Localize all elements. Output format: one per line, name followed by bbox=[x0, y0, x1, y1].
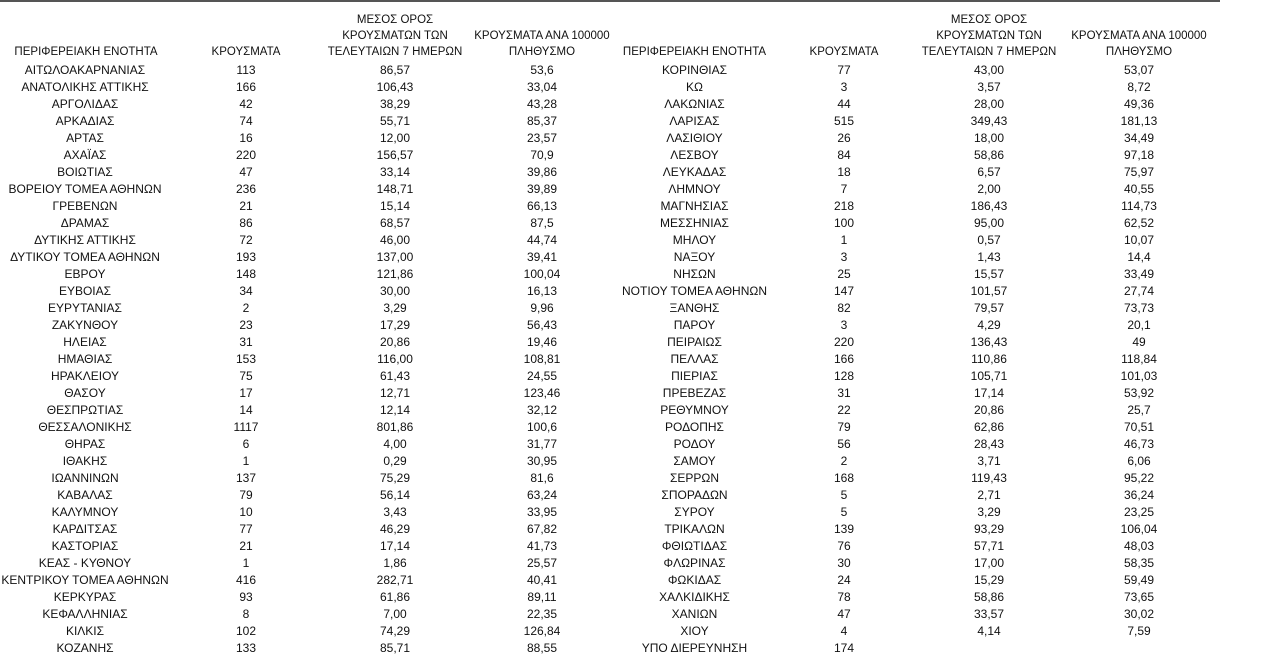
cases-cell: 18 bbox=[837, 165, 851, 179]
region-cell: ΑΧΑΪΑΣ bbox=[63, 148, 107, 162]
region-cell: ΕΥΡΥΤΑΝΙΑΣ bbox=[48, 301, 122, 315]
avg7-cell: 3,43 bbox=[383, 505, 407, 519]
cases-cell: 153 bbox=[235, 352, 257, 366]
per100k-cell: 25,7 bbox=[1127, 403, 1151, 417]
region-cell: ΘΑΣΟΥ bbox=[64, 386, 106, 400]
avg7-cell: 85,71 bbox=[379, 641, 411, 655]
cases-cell: 3 bbox=[840, 80, 848, 94]
avg7-cell: 0,57 bbox=[977, 233, 1001, 247]
cases-cell: 174 bbox=[833, 641, 855, 655]
cases-cell: 25 bbox=[837, 267, 851, 281]
avg7-cell: 137,00 bbox=[376, 250, 414, 264]
per100k-cell: 48,03 bbox=[1123, 539, 1155, 553]
per100k-cell: 67,82 bbox=[526, 522, 558, 536]
per100k-cell: 114,73 bbox=[1121, 199, 1157, 213]
cases-cell: 1117 bbox=[233, 420, 259, 434]
region-cell: ΤΡΙΚΑΛΩΝ bbox=[664, 522, 725, 536]
per100k-cell: 53,92 bbox=[1123, 386, 1155, 400]
avg7-cell: 79,57 bbox=[973, 301, 1005, 315]
avg7-cell: 4,00 bbox=[383, 437, 407, 451]
per100k-cell: 44,74 bbox=[526, 233, 558, 247]
avg7-cell: 17,29 bbox=[379, 318, 411, 332]
avg7-cell: 116,00 bbox=[377, 352, 413, 366]
region-cell: ΣΑΜΟΥ bbox=[673, 454, 716, 468]
avg7-cell: 55,71 bbox=[379, 114, 411, 128]
cases-cell: 79 bbox=[837, 420, 851, 434]
cases-cell: 218 bbox=[833, 199, 855, 213]
avg7-cell: 17,00 bbox=[973, 556, 1005, 570]
avg7-cell: 3,71 bbox=[977, 454, 1001, 468]
region-cell: ΔΡΑΜΑΣ bbox=[60, 216, 110, 230]
region-cell: ΧΑΝΙΩΝ bbox=[671, 607, 718, 621]
per100k-cell: 66,13 bbox=[526, 199, 558, 213]
header-avg7-line2: ΚΡΟΥΣΜΑΤΩΝ ΤΩΝ bbox=[342, 30, 448, 42]
per100k-cell: 33,95 bbox=[526, 505, 558, 519]
cases-cell: 93 bbox=[239, 590, 253, 604]
per100k-cell: 25,57 bbox=[526, 556, 558, 570]
cases-cell: 168 bbox=[833, 471, 855, 485]
region-cell: ΑΡΚΑΔΙΑΣ bbox=[55, 114, 115, 128]
per100k-cell: 24,55 bbox=[526, 369, 558, 383]
region-cell: ΚΑΣΤΟΡΙΑΣ bbox=[51, 539, 119, 553]
region-cell: ΛΑΣΙΘΙΟΥ bbox=[666, 131, 723, 145]
cases-cell: 14 bbox=[239, 403, 253, 417]
avg7-cell: 2,71 bbox=[977, 488, 1001, 502]
per100k-cell: 14,4 bbox=[1127, 250, 1151, 264]
per100k-cell: 39,89 bbox=[526, 182, 558, 196]
cases-cell: 21 bbox=[239, 539, 253, 553]
avg7-cell: 3,29 bbox=[383, 301, 407, 315]
avg7-cell: 136,43 bbox=[970, 335, 1008, 349]
header-avg7-line1: ΜΕΣΟΣ ΟΡΟΣ bbox=[950, 14, 1028, 26]
per100k-cell: 9,96 bbox=[530, 301, 554, 315]
avg7-cell: 282,71 bbox=[376, 573, 414, 587]
per100k-cell: 40,55 bbox=[1123, 182, 1155, 196]
avg7-cell: 7,00 bbox=[383, 607, 407, 621]
per100k-cell: 70,51 bbox=[1123, 420, 1155, 434]
region-cell: ΕΥΒΟΙΑΣ bbox=[58, 284, 112, 298]
cases-cell: 416 bbox=[235, 573, 257, 587]
cases-cell: 220 bbox=[833, 335, 855, 349]
cases-cell: 100 bbox=[833, 216, 855, 230]
per100k-cell: 7,59 bbox=[1127, 624, 1151, 638]
cases-cell: 113 bbox=[236, 63, 256, 77]
avg7-cell: 61,86 bbox=[379, 590, 411, 604]
cases-cell: 31 bbox=[239, 335, 253, 349]
per100k-cell: 63,24 bbox=[526, 488, 558, 502]
per100k-cell: 100,04 bbox=[523, 267, 561, 281]
cases-cell: 128 bbox=[833, 369, 855, 383]
region-cell: ΒΟΙΩΤΙΑΣ bbox=[57, 165, 113, 179]
cases-cell: 1 bbox=[242, 454, 250, 468]
avg7-cell: 74,29 bbox=[379, 624, 411, 638]
cases-cell: 77 bbox=[837, 63, 851, 77]
cases-cell: 21 bbox=[239, 199, 253, 213]
region-cell: ΚΕΝΤΡΙΚΟΥ ΤΟΜΕΑ ΑΘΗΝΩΝ bbox=[1, 573, 169, 587]
cases-cell: 7 bbox=[840, 182, 848, 196]
per100k-cell: 23,25 bbox=[1123, 505, 1155, 519]
region-cell: ΝΟΤΙΟΥ ΤΟΜΕΑ ΑΘΗΝΩΝ bbox=[621, 284, 768, 298]
avg7-cell: 3,29 bbox=[977, 505, 1001, 519]
region-cell: ΡΟΔΟΥ bbox=[673, 437, 716, 451]
region-cell: ΙΘΑΚΗΣ bbox=[62, 454, 108, 468]
region-cell: ΚΩ bbox=[686, 80, 703, 94]
avg7-cell: 119,43 bbox=[971, 471, 1007, 485]
region-cell: ΜΗΛΟΥ bbox=[672, 233, 717, 247]
cases-cell: 166 bbox=[235, 80, 257, 94]
avg7-cell: 4,14 bbox=[977, 624, 1001, 638]
header-avg7-line2: ΚΡΟΥΣΜΑΤΩΝ ΤΩΝ bbox=[936, 30, 1042, 42]
per100k-cell: 8,72 bbox=[1127, 80, 1151, 94]
cases-cell: 137 bbox=[235, 471, 257, 485]
cases-cell: 236 bbox=[235, 182, 257, 196]
region-cell: ΕΒΡΟΥ bbox=[64, 267, 106, 281]
avg7-cell: 349,43 bbox=[970, 114, 1008, 128]
per100k-cell: 73,73 bbox=[1123, 301, 1155, 315]
region-cell: ΑΡΓΟΛΙΔΑΣ bbox=[51, 97, 119, 111]
per100k-cell: 22,35 bbox=[526, 607, 558, 621]
cases-cell: 84 bbox=[837, 148, 851, 162]
region-cell: ΦΛΩΡΙΝΑΣ bbox=[663, 556, 726, 570]
region-cell: ΚΕΑΣ - ΚΥΘΝΟΥ bbox=[38, 556, 132, 570]
region-cell: ΚΙΛΚΙΣ bbox=[65, 624, 105, 638]
region-cell: ΠΕΛΛΑΣ bbox=[670, 352, 719, 366]
per100k-cell: 34,49 bbox=[1123, 131, 1155, 145]
avg7-cell: 62,86 bbox=[973, 420, 1005, 434]
header-region: ΠΕΡΙΦΕΡΕΙΑΚΗ ΕΝΟΤΗΤΑ bbox=[14, 46, 158, 58]
region-cell: ΚΑΒΑΛΑΣ bbox=[57, 488, 113, 502]
per100k-cell: 181,13 bbox=[1120, 114, 1158, 128]
per100k-cell: 70,9 bbox=[530, 148, 554, 162]
avg7-cell: 121,86 bbox=[376, 267, 414, 281]
cases-cell: 42 bbox=[239, 97, 253, 111]
cases-cell: 10 bbox=[239, 505, 253, 519]
region-cell: ΜΑΓΝΗΣΙΑΣ bbox=[660, 199, 729, 213]
cases-cell: 1 bbox=[840, 233, 848, 247]
region-cell: ΛΕΥΚΑΔΑΣ bbox=[662, 165, 727, 179]
cases-cell: 2 bbox=[242, 301, 250, 315]
avg7-cell: 46,00 bbox=[379, 233, 411, 247]
region-cell: ΔΥΤΙΚΟΥ ΤΟΜΕΑ ΑΘΗΝΩΝ bbox=[10, 250, 160, 264]
per100k-cell: 101,03 bbox=[1120, 369, 1158, 383]
top-border bbox=[0, 0, 1220, 2]
cases-cell: 17 bbox=[239, 386, 253, 400]
header-cases: ΚΡΟΥΣΜΑΤΑ bbox=[211, 46, 281, 58]
per100k-cell: 10,07 bbox=[1123, 233, 1155, 247]
per100k-cell: 88,55 bbox=[526, 641, 558, 655]
per100k-cell: 30,02 bbox=[1123, 607, 1155, 621]
region-cell: ΛΑΚΩΝΙΑΣ bbox=[664, 97, 725, 111]
avg7-cell: 38,29 bbox=[379, 97, 411, 111]
avg7-cell: 33,57 bbox=[973, 607, 1005, 621]
region-cell: ΚΑΡΔΙΤΣΑΣ bbox=[52, 522, 118, 536]
per100k-cell: 40,41 bbox=[526, 573, 558, 587]
cases-cell: 5 bbox=[840, 505, 848, 519]
region-cell: ΝΗΣΩΝ bbox=[673, 267, 716, 281]
avg7-cell: 801,86 bbox=[376, 420, 414, 434]
cases-cell: 23 bbox=[239, 318, 253, 332]
avg7-cell: 17,14 bbox=[973, 386, 1005, 400]
cases-cell: 31 bbox=[837, 386, 851, 400]
avg7-cell: 86,57 bbox=[379, 63, 411, 77]
avg7-cell: 43,00 bbox=[973, 63, 1005, 77]
region-cell: ΠΙΕΡΙΑΣ bbox=[671, 369, 718, 383]
header-per100k-line2: ΠΛΗΘΥΣΜΟ bbox=[508, 46, 576, 58]
per100k-cell: 31,77 bbox=[526, 437, 558, 451]
per100k-cell: 59,49 bbox=[1123, 573, 1155, 587]
per100k-cell: 75,97 bbox=[1123, 165, 1155, 179]
per100k-cell: 33,49 bbox=[1123, 267, 1155, 281]
avg7-cell: 3,57 bbox=[977, 80, 1001, 94]
per100k-cell: 81,6 bbox=[530, 471, 554, 485]
avg7-cell: 17,14 bbox=[379, 539, 411, 553]
per100k-cell: 89,11 bbox=[527, 590, 557, 604]
avg7-cell: 61,43 bbox=[379, 369, 411, 383]
region-cell: ΝΑΞΟΥ bbox=[673, 250, 716, 264]
avg7-cell: 95,00 bbox=[973, 216, 1005, 230]
avg7-cell: 15,29 bbox=[973, 573, 1005, 587]
cases-cell: 72 bbox=[239, 233, 253, 247]
region-cell: ΛΗΜΝΟΥ bbox=[668, 182, 721, 196]
cases-cell: 4 bbox=[840, 624, 848, 638]
per100k-cell: 49 bbox=[1132, 335, 1146, 349]
header-avg7-line1: ΜΕΣΟΣ ΟΡΟΣ bbox=[356, 14, 434, 26]
per100k-cell: 41,73 bbox=[526, 539, 558, 553]
header-avg7 bbox=[918, 12, 1060, 60]
cases-cell: 75 bbox=[239, 369, 253, 383]
header-per100k-line2: ΠΛΗΘΥΣΜΟ bbox=[1105, 46, 1173, 58]
header-avg7-line3: ΤΕΛΕΥΤΑΙΩΝ 7 ΗΜΕΡΩΝ bbox=[921, 46, 1057, 58]
cases-cell: 78 bbox=[837, 590, 851, 604]
region-cell: ΣΠΟΡΑΔΩΝ bbox=[661, 488, 728, 502]
avg7-cell: 1,43 bbox=[977, 250, 1001, 264]
per100k-cell: 49,36 bbox=[1123, 97, 1155, 111]
per100k-cell: 19,46 bbox=[526, 335, 558, 349]
cases-cell: 34 bbox=[239, 284, 253, 298]
cases-cell: 3 bbox=[840, 250, 848, 264]
avg7-cell: 57,71 bbox=[973, 539, 1005, 553]
avg7-cell: 30,00 bbox=[379, 284, 411, 298]
region-cell: ΑΝΑΤΟΛΙΚΗΣ ΑΤΤΙΚΗΣ bbox=[21, 80, 149, 94]
region-cell: ΙΩΑΝΝΙΝΩΝ bbox=[51, 471, 119, 485]
per100k-cell: 95,22 bbox=[1123, 471, 1155, 485]
cases-cell: 133 bbox=[235, 641, 257, 655]
avg7-cell: 106,43 bbox=[376, 80, 414, 94]
avg7-cell: 105,71 bbox=[970, 369, 1008, 383]
region-cell: ΚΕΡΚΥΡΑΣ bbox=[53, 590, 117, 604]
per100k-cell: 100,6 bbox=[526, 420, 558, 434]
per100k-cell: 43,28 bbox=[526, 97, 558, 111]
per100k-cell: 56,43 bbox=[526, 318, 558, 332]
per100k-cell: 62,52 bbox=[1123, 216, 1155, 230]
avg7-cell: 46,29 bbox=[379, 522, 411, 536]
cases-cell: 1 bbox=[242, 556, 250, 570]
avg7-cell: 68,57 bbox=[379, 216, 411, 230]
avg7-cell: 93,29 bbox=[973, 522, 1005, 536]
per100k-cell: 6,06 bbox=[1127, 454, 1151, 468]
cases-cell: 77 bbox=[239, 522, 253, 536]
avg7-cell: 15,14 bbox=[379, 199, 411, 213]
region-cell: ΑΡΤΑΣ bbox=[66, 131, 104, 145]
region-cell: ΡΟΔΟΠΗΣ bbox=[665, 420, 724, 434]
header-per100k-line1: ΚΡΟΥΣΜΑΤΑ ΑΝΑ 100000 bbox=[474, 30, 610, 42]
region-cell: ΒΟΡΕΙΟΥ ΤΟΜΕΑ ΑΘΗΝΩΝ bbox=[8, 182, 162, 196]
per100k-cell: 73,65 bbox=[1123, 590, 1155, 604]
region-cell: ΚΑΛΥΜΝΟΥ bbox=[51, 505, 119, 519]
region-cell: ΗΡΑΚΛΕΙΟΥ bbox=[50, 369, 120, 383]
region-cell: ΑΙΤΩΛΟΑΚΑΡΝΑΝΙΑΣ bbox=[24, 63, 146, 77]
region-cell: ΛΑΡΙΣΑΣ bbox=[669, 114, 720, 128]
cases-cell: 56 bbox=[837, 437, 851, 451]
per100k-cell: 39,86 bbox=[526, 165, 558, 179]
region-cell: ΣΥΡΟΥ bbox=[674, 505, 715, 519]
avg7-cell: 75,29 bbox=[379, 471, 411, 485]
per100k-cell: 97,18 bbox=[1123, 148, 1155, 162]
region-cell: ΦΩΚΙΔΑΣ bbox=[667, 573, 722, 587]
cases-cell: 82 bbox=[837, 301, 851, 315]
cases-cell: 139 bbox=[833, 522, 855, 536]
per100k-cell: 126,84 bbox=[523, 624, 561, 638]
header-cases: ΚΡΟΥΣΜΑΤΑ bbox=[809, 46, 879, 58]
cases-cell: 30 bbox=[837, 556, 851, 570]
header-per100k bbox=[468, 28, 616, 60]
region-cell: ΣΕΡΡΩΝ bbox=[669, 471, 720, 485]
per100k-cell: 20,1 bbox=[1127, 318, 1151, 332]
per100k-cell: 108,81 bbox=[523, 352, 561, 366]
region-cell: ΘΕΣΠΡΩΤΙΑΣ bbox=[46, 403, 124, 417]
region-cell: ΚΟΡΙΝΘΙΑΣ bbox=[661, 63, 728, 77]
region-cell: ΔΥΤΙΚΗΣ ΑΤΤΙΚΗΣ bbox=[34, 233, 136, 247]
cases-cell: 86 bbox=[239, 216, 253, 230]
cases-cell: 44 bbox=[837, 97, 851, 111]
avg7-cell: 28,43 bbox=[973, 437, 1005, 451]
region-cell: ΚΟΖΑΝΗΣ bbox=[56, 641, 114, 655]
avg7-cell: 156,57 bbox=[376, 148, 414, 162]
cases-cell: 5 bbox=[840, 488, 848, 502]
avg7-cell: 101,57 bbox=[970, 284, 1008, 298]
cases-cell: 16 bbox=[239, 131, 253, 145]
avg7-cell: 12,14 bbox=[379, 403, 411, 417]
avg7-cell: 0,29 bbox=[383, 454, 407, 468]
region-cell: ΠΑΡΟΥ bbox=[673, 318, 716, 332]
per100k-cell: 123,46 bbox=[523, 386, 561, 400]
region-cell: ΜΕΣΣΗΝΙΑΣ bbox=[660, 216, 729, 230]
cases-cell: 76 bbox=[837, 539, 851, 553]
cases-cell: 220 bbox=[235, 148, 257, 162]
per100k-cell: 27,74 bbox=[1123, 284, 1155, 298]
avg7-cell: 1,86 bbox=[383, 556, 407, 570]
avg7-cell: 28,00 bbox=[973, 97, 1005, 111]
avg7-cell: 58,86 bbox=[973, 148, 1005, 162]
cases-cell: 79 bbox=[239, 488, 253, 502]
region-cell: ΞΑΝΘΗΣ bbox=[669, 301, 720, 315]
region-cell: ΘΕΣΣΑΛΟΝΙΚΗΣ bbox=[38, 420, 132, 434]
avg7-cell: 58,86 bbox=[973, 590, 1005, 604]
region-cell: ΛΕΣΒΟΥ bbox=[670, 148, 719, 162]
avg7-cell: 148,71 bbox=[376, 182, 414, 196]
region-cell: ΚΕΦΑΛΛΗΝΙΑΣ bbox=[42, 607, 128, 621]
region-cell: ΗΛΕΙΑΣ bbox=[63, 335, 107, 349]
region-cell: ΘΗΡΑΣ bbox=[64, 437, 106, 451]
avg7-cell: 186,43 bbox=[970, 199, 1008, 213]
per100k-cell: 118,84 bbox=[1121, 352, 1157, 366]
per100k-cell: 36,24 bbox=[1123, 488, 1155, 502]
region-cell: ΧΑΛΚΙΔΙΚΗΣ bbox=[659, 590, 730, 604]
per100k-cell: 16,13 bbox=[526, 284, 558, 298]
avg7-cell: 20,86 bbox=[973, 403, 1005, 417]
cases-cell: 2 bbox=[840, 454, 848, 468]
avg7-cell: 12,71 bbox=[379, 386, 411, 400]
header-per100k bbox=[1064, 28, 1214, 60]
cases-cell: 26 bbox=[837, 131, 851, 145]
cases-cell: 6 bbox=[242, 437, 250, 451]
avg7-cell: 6,57 bbox=[977, 165, 1001, 179]
per100k-cell: 23,57 bbox=[526, 131, 558, 145]
region-cell: ΓΡΕΒΕΝΩΝ bbox=[52, 199, 118, 213]
avg7-cell: 56,14 bbox=[379, 488, 411, 502]
region-cell: ΠΕΙΡΑΙΩΣ bbox=[667, 335, 722, 349]
per100k-cell: 58,35 bbox=[1123, 556, 1155, 570]
cases-cell: 193 bbox=[235, 250, 257, 264]
region-cell: ΦΘΙΩΤΙΔΑΣ bbox=[661, 539, 728, 553]
cases-cell: 166 bbox=[833, 352, 855, 366]
per100k-cell: 32,12 bbox=[526, 403, 558, 417]
cases-cell: 147 bbox=[833, 284, 855, 298]
cases-cell: 22 bbox=[837, 403, 851, 417]
region-cell: ΡΕΘΥΜΝΟΥ bbox=[660, 403, 729, 417]
cases-cell: 47 bbox=[239, 165, 253, 179]
header-avg7-line3: ΤΕΛΕΥΤΑΙΩΝ 7 ΗΜΕΡΩΝ bbox=[327, 46, 463, 58]
avg7-cell: 110,86 bbox=[971, 352, 1007, 366]
region-cell: ΧΙΟΥ bbox=[680, 624, 709, 638]
cases-cell: 8 bbox=[242, 607, 250, 621]
per100k-cell: 87,5 bbox=[530, 216, 554, 230]
avg7-cell: 20,86 bbox=[379, 335, 411, 349]
per100k-cell: 85,37 bbox=[526, 114, 558, 128]
region-cell: ΠΡΕΒΕΖΑΣ bbox=[662, 386, 727, 400]
avg7-cell: 33,14 bbox=[379, 165, 411, 179]
region-cell: ΖΑΚΥΝΘΟΥ bbox=[51, 318, 119, 332]
avg7-cell: 18,00 bbox=[973, 131, 1005, 145]
avg7-cell: 2,00 bbox=[977, 182, 1001, 196]
per100k-cell: 39,41 bbox=[526, 250, 558, 264]
cases-cell: 515 bbox=[833, 114, 855, 128]
header-avg7 bbox=[325, 12, 465, 60]
cases-cell: 74 bbox=[239, 114, 253, 128]
region-cell: ΗΜΑΘΙΑΣ bbox=[57, 352, 113, 366]
avg7-cell: 4,29 bbox=[977, 318, 1001, 332]
per100k-cell: 33,04 bbox=[526, 80, 558, 94]
header-region: ΠΕΡΙΦΕΡΕΙΑΚΗ ΕΝΟΤΗΤΑ bbox=[622, 46, 767, 58]
cases-cell: 47 bbox=[837, 607, 851, 621]
header-per100k-line1: ΚΡΟΥΣΜΑΤΑ ΑΝΑ 100000 bbox=[1071, 30, 1207, 42]
cases-cell: 24 bbox=[837, 573, 851, 587]
per100k-cell: 53,6 bbox=[530, 63, 554, 77]
per100k-cell: 30,95 bbox=[526, 454, 558, 468]
cases-cell: 148 bbox=[235, 267, 257, 281]
per100k-cell: 106,04 bbox=[1120, 522, 1158, 536]
avg7-cell: 15,57 bbox=[973, 267, 1005, 281]
per100k-cell: 46,73 bbox=[1123, 437, 1155, 451]
cases-cell: 102 bbox=[235, 624, 257, 638]
region-cell: ΥΠΟ ΔΙΕΡΕΥΝΗΣΗ bbox=[641, 641, 748, 655]
avg7-cell: 12,00 bbox=[379, 131, 411, 145]
cases-cell: 3 bbox=[840, 318, 848, 332]
per100k-cell: 53,07 bbox=[1123, 63, 1155, 77]
